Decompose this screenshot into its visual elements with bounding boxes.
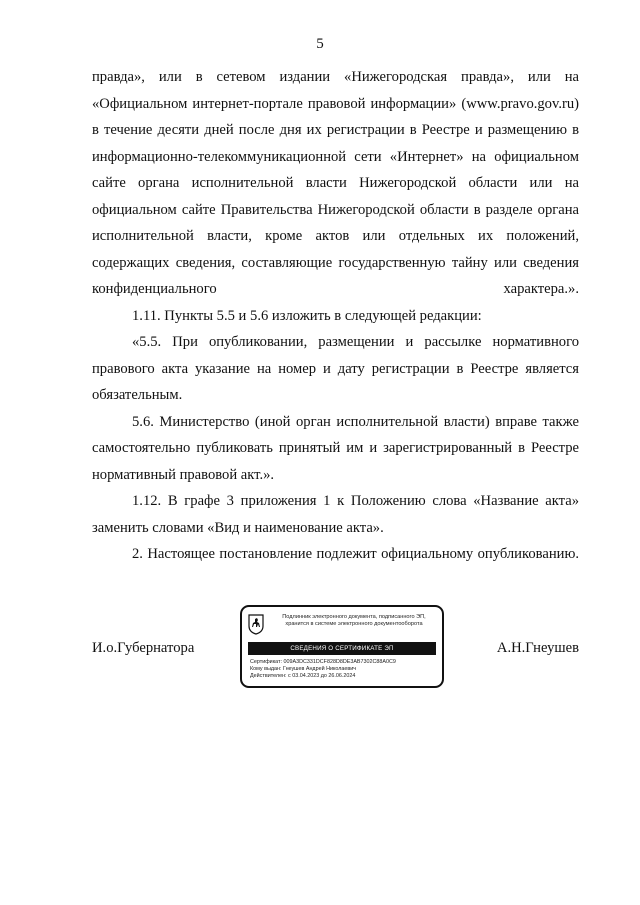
coat-of-arms-icon: [248, 614, 264, 635]
signatory-position: И.о.Губернатора: [92, 640, 195, 656]
paragraph-item-1-12: 1.12. В графе 3 приложения 1 к Положению слова «Название акта» заменить словами «Вид и наименование акта».: [92, 493, 579, 536]
paragraph-item-5-6: 5.6. Министерство (иной орган исполнительной власти) вправе также самостоятельно публиковать принятый им и зарегистрированный в Реестре нормативный правовой акт.».: [92, 413, 579, 483]
stamp-header-line: Подлинник электронного документа, подписанного ЭП,: [282, 614, 426, 620]
paragraph-item-1-11: 1.11. Пункты 5.5 и 5.6 изложить в следующей редакции:: [132, 307, 482, 324]
signatory-name: А.Н.Гнеушев: [496, 640, 579, 656]
stamp-validity: Действителен: с 03.04.2023 до 26.06.2024: [250, 673, 356, 679]
stamp-header: [268, 614, 440, 628]
document-body: [92, 64, 579, 568]
stamp-title-bar: СВЕДЕНИЯ О СЕРТИФИКАТЕ ЭП: [248, 642, 436, 655]
electronic-signature-stamp: [240, 605, 444, 688]
paragraph-item-5-5: «5.5. При опубликовании, размещении и рассылке нормативного правового акта указание на номер и дату регистрации в Реестре является обязательным.: [92, 334, 579, 403]
paragraph-item-2: 2. Настоящее постановление подлежит официальному опубликованию.: [132, 546, 579, 562]
stamp-details: [250, 659, 438, 680]
stamp-header-line: хранится в системе электронного документооборота: [285, 621, 423, 628]
paragraph-continuation: правда», или в сетевом издании «Нижегородская правда», или на «Официальном интернет-портале правовой информации» (www.pravo.gov.ru) в течение десяти дней после дня их регистрации в Реестре и размещению в информационно-телекоммуникационной сети «Интернет» на официальном сайте органа исполнительной власти Нижегородской области или на официальном сайте Правительства Нижегородской области в разделе органа исполнительной власти, кроме актов или отдельных их положений, содержащих сведения, составляющие государственную тайну или сведения конфиденциального характера.».: [92, 69, 579, 297]
stamp-certificate: Сертификат: 009A3DC331DCF828D8DE3AB7302C88A0C9: [250, 659, 396, 665]
stamp-issued-to: Кому выдан: Гнеушев Андрей Николаевич: [250, 666, 357, 672]
page-number: 5: [316, 36, 324, 52]
